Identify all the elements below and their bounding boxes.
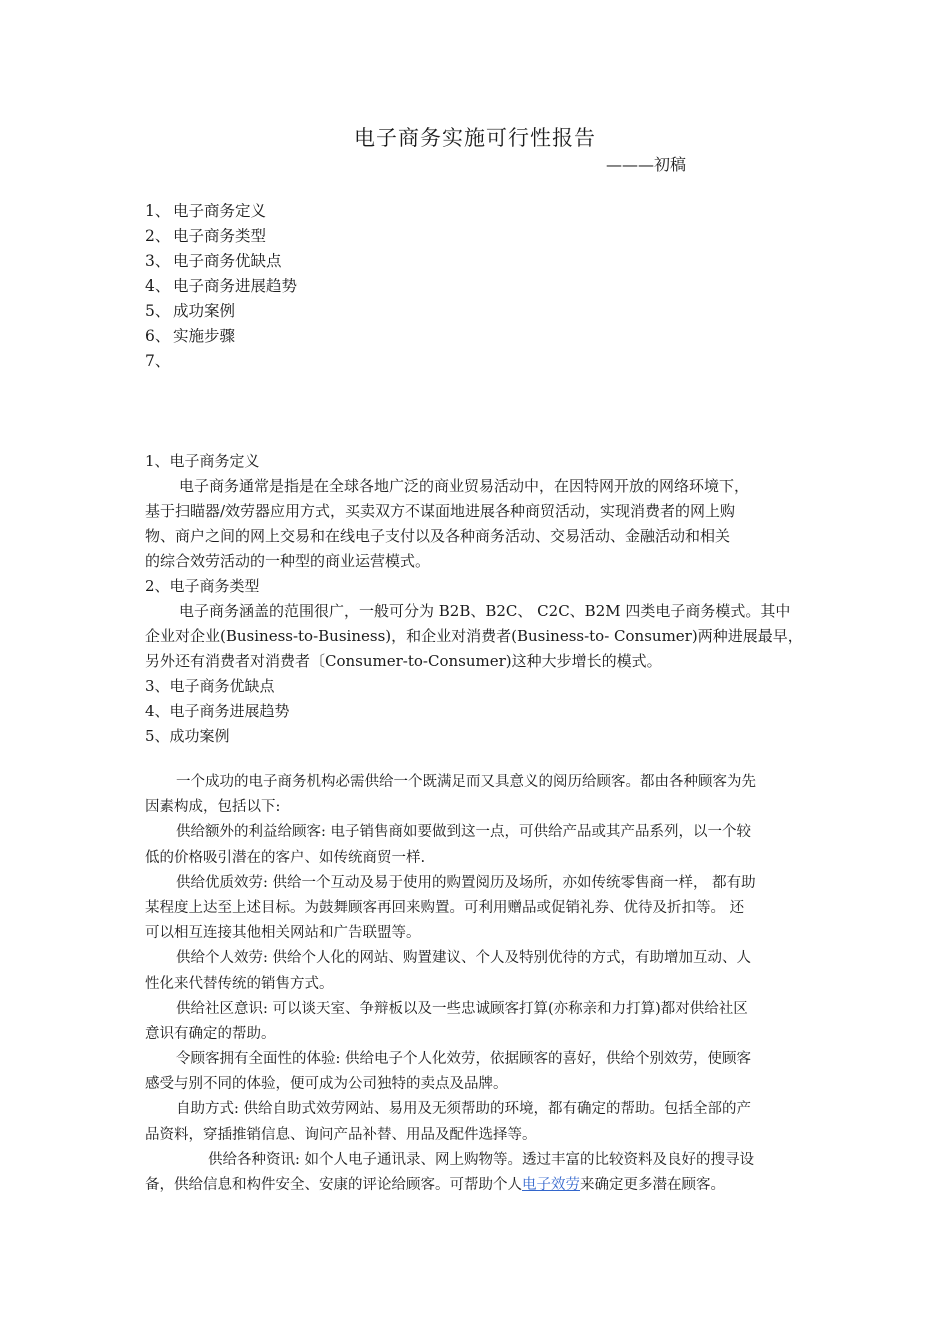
toc-item (145, 249, 297, 274)
section-heading-trends: 4、电子商务进展趋势 (145, 702, 290, 720)
toc-label: 成功案例 (173, 302, 236, 320)
list-item-line: 感受与别不同的体验，便可成为公司独特的卖点及品牌。 (145, 1076, 508, 1093)
paragraph-line: 另外还有消费者对消费者〔Consumer-to-Consumer)这种大步增长的模式。 (145, 652, 662, 670)
section-heading-types: 2、电子商务类型 (145, 577, 260, 595)
paragraph-line: 一个成功的电子商务机构必需供给一个既满足而又具意义的阅历给顾客。都由各种顾客为先 (176, 774, 756, 790)
toc-item (145, 199, 297, 224)
body-sections-1-4 (145, 449, 825, 749)
paragraph-line: 的综合效劳活动的一种型的商业运营模式。 (145, 552, 431, 570)
list-item-line: 供给各种资讯: 如个人电子通讯录、网上购物等。透过丰富的比较资料及良好的搜寻设 (208, 1151, 754, 1168)
toc-label: 电子商务进展趋势 (173, 277, 298, 295)
list-item-line: 供给社区意识: 可以谈天室、争辩板以及一些忠诚顾客打算(亦称亲和力打算)都对供给社区 (176, 1000, 748, 1017)
list-item-line (145, 1173, 825, 1198)
section-heading-success-cases: 5、成功案例 (145, 727, 230, 745)
list-item-line: 可以相互连接其他相关网站和广告联盟等。 (145, 925, 421, 942)
table-of-contents (145, 199, 297, 374)
toc-item (145, 224, 297, 249)
toc-number: 2、 (145, 227, 171, 245)
toc-number: 4、 (145, 277, 171, 295)
list-item-line: 性化来代替传统的销售方式。 (145, 975, 334, 992)
toc-number: 5、 (145, 302, 171, 320)
toc-item (145, 349, 297, 374)
toc-label: 电子商务类型 (173, 227, 267, 245)
toc-label: 电子商务定义 (173, 202, 267, 220)
list-item-line: 意识有确定的帮助。 (145, 1025, 276, 1042)
document-subtitle: ———初稿 (606, 155, 687, 174)
toc-number: 3、 (145, 252, 171, 270)
paragraph-line: 电子商务涵盖的范围很广，一般可分为 B2B、B2C、 C2C、B2M 四类电子商务模式。其中 (179, 602, 791, 620)
list-item-line: 某程度上达至上述目标。为鼓舞顾客再回来购置。可利用赠品或促销礼券、优待及折扣等。 还 (145, 899, 745, 916)
paragraph-line: 企业对企业(Business-to-Business)，和企业对消费者(Business-to- Consumer)两种进展最早， (145, 627, 803, 645)
toc-number: 1、 (145, 202, 171, 220)
success-cases-body (145, 770, 825, 1198)
list-item-line: 自助方式: 供给自助式效劳网站、易用及无须帮助的环境，都有确定的帮助。包括全部的产 (176, 1101, 751, 1118)
toc-number: 6、 (145, 327, 171, 345)
text-run: 备，供给信息和构件安全、安康的评论给顾客。可帮助个人 (145, 1177, 522, 1193)
toc-item (145, 299, 297, 324)
list-item-line: 供给额外的利益给顾客: 电子销售商如要做到这一点，可供给产品或其产品系列，以一个较 (176, 824, 751, 841)
paragraph-line: 电子商务通常是指是在全球各地广泛的商业贸易活动中，在因特网开放的网络环境下， (179, 477, 750, 495)
paragraph-line: 基于扫瞄器/效劳器应用方式，买卖双方不谋面地进展各种商贸活动，实现消费者的网上购 (145, 502, 736, 520)
e-service-link[interactable]: 电子效劳 (522, 1177, 580, 1193)
paragraph-line: 物、商户之间的网上交易和在线电子支付以及各种商务活动、交易活动、金融活动和相关 (145, 527, 731, 545)
list-item-line: 低的价格吸引潜在的客户、如传统商贸一样. (145, 849, 426, 866)
section-heading-pros-cons: 3、电子商务优缺点 (145, 677, 275, 695)
list-item-line: 令顾客拥有全面性的体验: 供给电子个人化效劳，依据顾客的喜好，供给个别效劳，使顾客 (176, 1051, 751, 1068)
toc-label: 电子商务优缺点 (173, 252, 282, 270)
list-item-line: 供给优质效劳: 供给一个互动及易于使用的购置阅历及场所，亦如传统零售商一样， 都有助 (176, 874, 756, 891)
toc-number: 7、 (145, 352, 171, 370)
document-title: 电子商务实施可行性报告 (354, 126, 596, 150)
section-heading-definition: 1、电子商务定义 (145, 452, 260, 470)
toc-label: 实施步骤 (173, 327, 236, 345)
toc-item (145, 274, 297, 299)
toc-item (145, 324, 297, 349)
paragraph-line: 因素构成，包括以下: (145, 799, 281, 816)
list-item-line: 供给个人效劳: 供给个人化的网站、购置建议、个人及特别优待的方式，有助增加互动、人 (176, 950, 751, 967)
list-item-line: 品资料，穿插推销信息、询问产品补替、用品及配件选择等。 (145, 1126, 537, 1143)
text-run: 来确定更多潜在顾客。 (580, 1177, 725, 1193)
